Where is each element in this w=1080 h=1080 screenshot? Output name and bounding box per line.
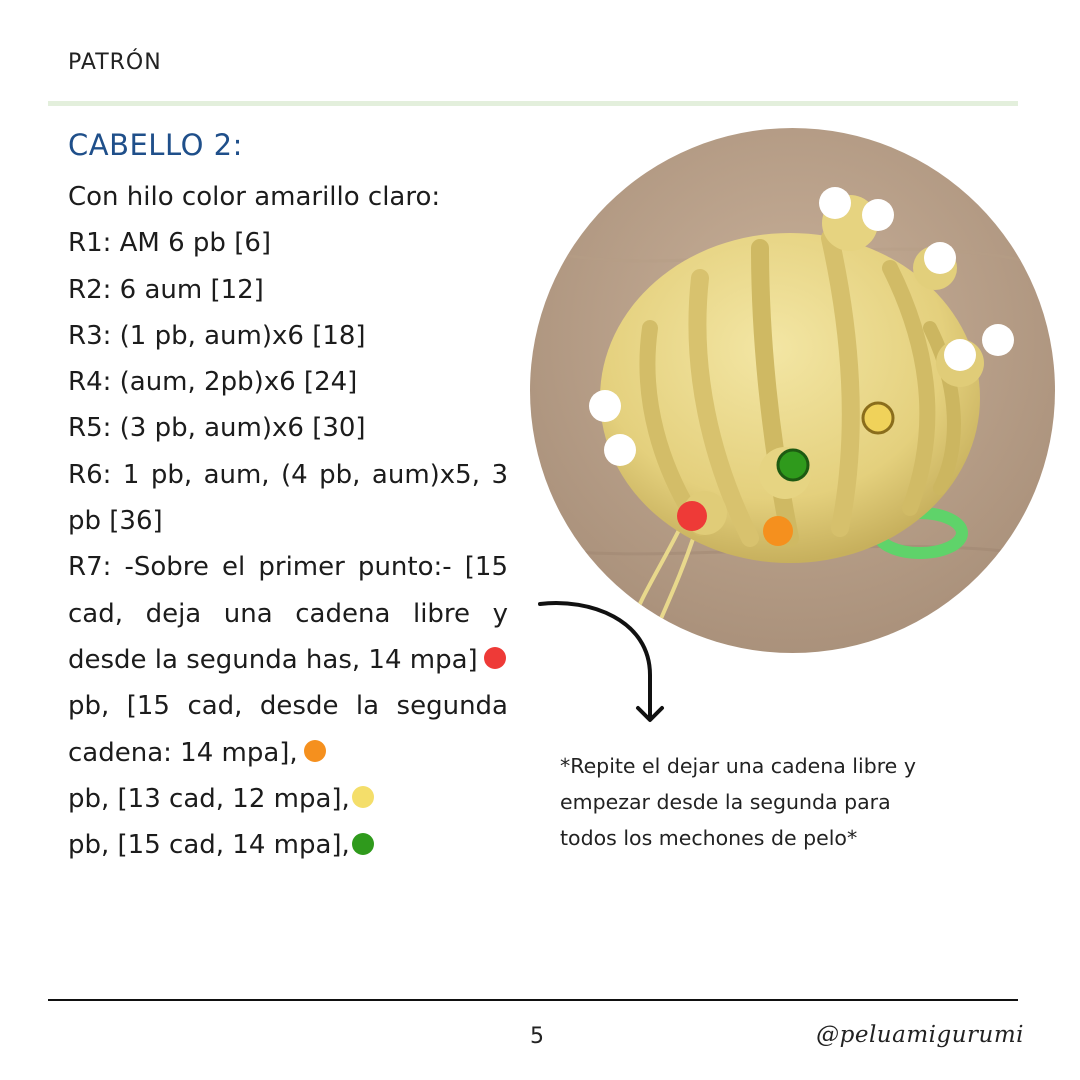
page-number: 5 (530, 1024, 544, 1049)
pattern-line-r7: R7: -Sobre el primer punto:- [15 (68, 552, 508, 583)
pattern-line-r7-cont-3: pb, [15 cad, desde la segunda (68, 691, 508, 722)
pattern-line-r7-cont-2-text: desde la segunda has, 14 mpa] (68, 644, 478, 675)
pattern-line-r4: R4: (aum, 2pb)x6 [24] (68, 367, 358, 398)
crochet-hair-photo (530, 128, 1055, 653)
pattern-line-r1: R1: AM 6 pb [6] (68, 228, 272, 259)
curved-arrow-icon (530, 590, 680, 730)
green-marker-dot (352, 833, 374, 855)
header-divider (48, 101, 1018, 106)
pattern-line-r7-cont-6-text: pb, [15 cad, 14 mpa], (68, 830, 350, 861)
pattern-line-intro: Con hilo color amarillo claro: (68, 182, 441, 212)
pattern-line-r5: R5: (3 pb, aum)x6 [30] (68, 413, 366, 444)
repeat-note-line-2: empezar desde la segunda para (560, 790, 891, 814)
pattern-line-r7-cont-6 (68, 822, 508, 868)
pattern-line-r7-cont-5-text: pb, [13 cad, 12 mpa], (68, 783, 350, 814)
pattern-line-r7-cont-4 (68, 730, 508, 776)
yellow-marker-dot (352, 786, 374, 808)
orange-marker-dot (304, 740, 326, 762)
page-header-title: PATRÓN (68, 50, 162, 75)
pattern-line-r7-cont-2 (68, 637, 508, 683)
author-handle: @peluamigurumi (816, 1022, 1024, 1048)
repeat-note-line-1: *Repite el dejar una cadena libre y (560, 754, 916, 778)
footer-divider (48, 999, 1018, 1001)
pattern-line-r7-cont-4-text: cadena: 14 mpa], (68, 737, 298, 768)
crochet-hair-illustration (530, 128, 1055, 653)
repeat-note-line-3: todos los mechones de pelo* (560, 826, 858, 850)
pattern-line-r6: R6: 1 pb, aum, (4 pb, aum)x5, 3 (68, 459, 508, 490)
pattern-line-r3: R3: (1 pb, aum)x6 [18] (68, 320, 366, 351)
pattern-instructions (68, 174, 508, 868)
pattern-line-r6-cont: pb [36] (68, 506, 163, 537)
red-marker-dot (484, 647, 506, 669)
section-title: CABELLO 2: (68, 128, 243, 162)
pattern-line-r7-cont-5 (68, 776, 508, 822)
pattern-line-r7-cont-1: cad, deja una cadena libre y (68, 598, 508, 629)
repeat-note (560, 748, 980, 856)
pattern-line-r2: R2: 6 aum [12] (68, 274, 264, 305)
